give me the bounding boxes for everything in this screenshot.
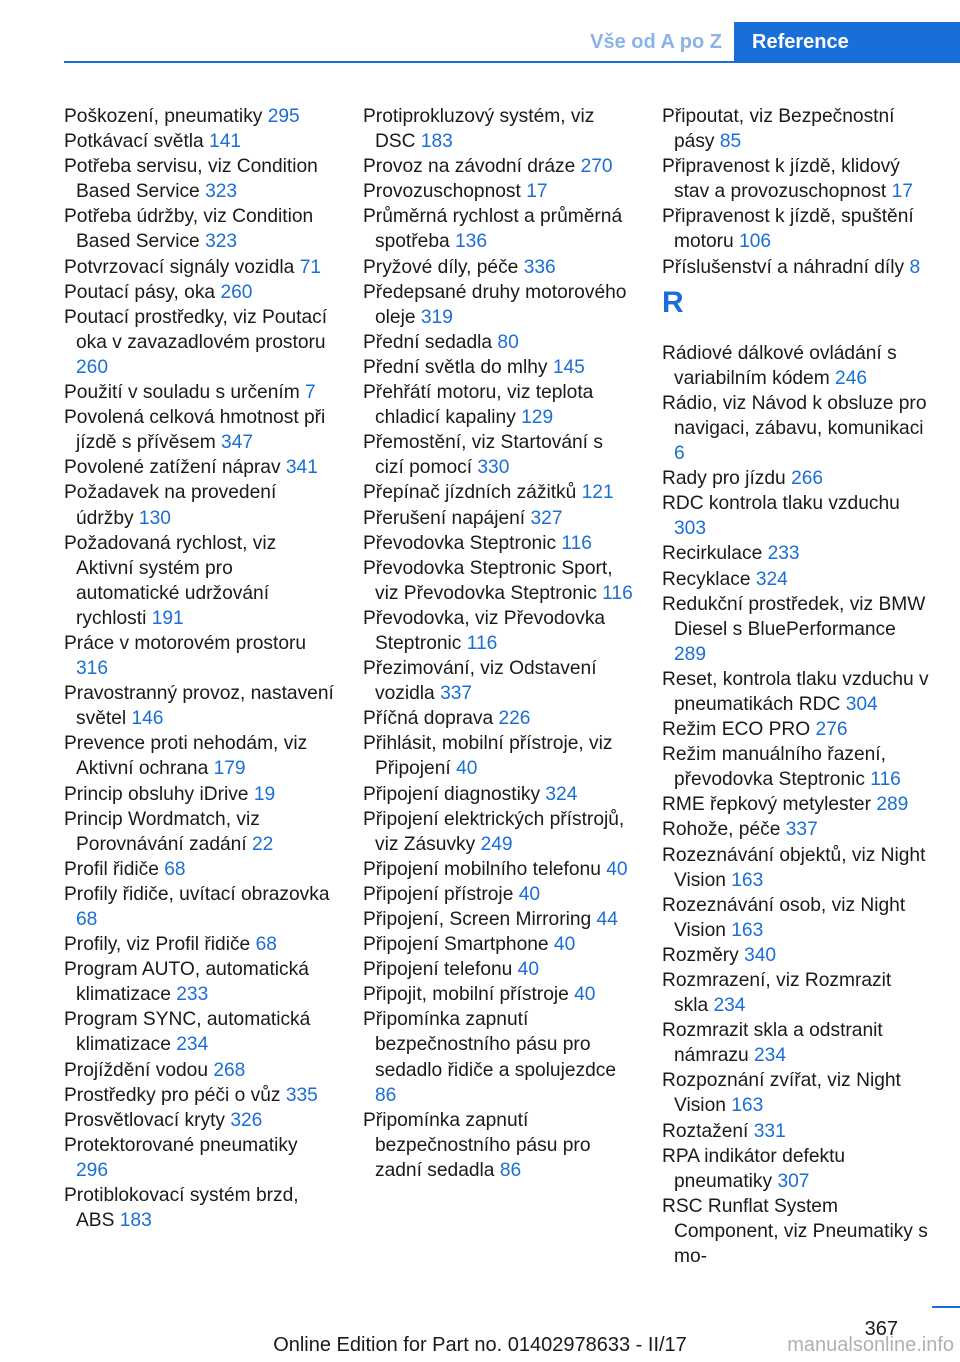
index-entry (363, 531, 633, 556)
page-link[interactable]: 68 (255, 934, 277, 956)
page-link[interactable]: 336 (523, 256, 556, 278)
index-entry-text: Program SYNC, automatická klimatizace (64, 1009, 311, 1056)
page-link[interactable]: 6 (674, 443, 685, 465)
index-entry (64, 280, 334, 305)
page-link[interactable]: 40 (574, 984, 596, 1006)
index-entry (64, 1183, 334, 1233)
index-entry (64, 455, 334, 480)
edition-footer: Online Edition for Part no. 01402978633 - II/17 (273, 1334, 687, 1356)
page-link[interactable]: 191 (151, 607, 184, 629)
page-link[interactable]: 340 (744, 944, 777, 966)
index-entry-text: Rádiové dálkové ovládání s variabilním kódem (662, 342, 897, 389)
index-entry (363, 857, 633, 882)
index-entry-text: Recyklace (662, 568, 756, 590)
page-link[interactable]: 330 (477, 457, 510, 479)
index-entry-text: Přední světla do mlhy (363, 356, 553, 378)
page-link[interactable]: 347 (221, 432, 254, 454)
index-entry (662, 1194, 930, 1269)
index-entry-text: Protiblokovací systém brzd, ABS (64, 1185, 299, 1232)
page-link[interactable]: 331 (753, 1120, 786, 1142)
index-entry (64, 531, 334, 631)
index-entry (662, 466, 930, 491)
index-entry (662, 104, 930, 154)
index-entry (363, 907, 633, 932)
page-link[interactable]: 86 (375, 1084, 397, 1106)
index-entry-text: Připojení elektrických přístrojů, viz Zásuvky (363, 808, 625, 855)
page-link[interactable]: 68 (164, 858, 186, 880)
index-entry-text: Protektorované pneumatiky (64, 1134, 298, 1156)
index-entry-text: Potvrzovací signály vozidla (64, 256, 300, 278)
section-tab-reference[interactable]: Reference (734, 22, 960, 62)
page-link[interactable]: 145 (552, 356, 585, 378)
page-link[interactable]: 68 (76, 909, 98, 930)
index-entry-text: RPA indikátor defektu pneumatiky (662, 1145, 846, 1192)
index-entry-text: Program AUTO, automatická klimatizace (64, 959, 309, 1006)
index-entry-text: Připojení mobilního telefonu (363, 858, 607, 880)
page-link[interactable]: 323 (205, 181, 238, 203)
page-link[interactable]: 80 (497, 331, 519, 353)
index-entry-text: Připravenost k jízdě, klidový stav a provozuschopnost (662, 156, 900, 203)
index-entry (363, 606, 633, 656)
page-link[interactable]: 40 (456, 758, 478, 780)
index-entry (64, 731, 334, 781)
index-entry-text: Připojení, Screen Mirroring (363, 909, 597, 930)
index-entry (662, 943, 930, 968)
index-entry-text: Přemostění, viz Startování s cizí pomocí (363, 432, 603, 479)
index-entry (363, 480, 633, 505)
index-entry-text: Přihlásit, mobilní přístroje, viz Připojení (363, 733, 613, 780)
index-entry-text: Poškození, pneumatiky (64, 106, 268, 127)
index-entry-text: Rozeznávání osob, viz Night Vision (662, 894, 906, 941)
index-entry-text: Potřeba údržby, viz Condition Based Service (64, 206, 314, 253)
index-entry (363, 179, 633, 204)
page-link[interactable]: 116 (561, 532, 592, 554)
index-entry (64, 782, 334, 807)
index-entry-text: Předepsané druhy motorového oleje (363, 281, 627, 328)
page-link[interactable]: 44 (596, 909, 618, 930)
index-entry-text: Režim ECO PRO (662, 719, 816, 741)
page-link[interactable]: 116 (870, 769, 901, 791)
index-entry (363, 380, 633, 430)
index-entry (662, 1144, 930, 1194)
index-entry-text: Profil řidiče (64, 858, 165, 880)
index-entry-text: Potkávací světla (64, 131, 210, 153)
page-link[interactable]: 116 (602, 582, 633, 604)
page-header (0, 0, 960, 62)
index-entry-text: Provoz na závodní dráze (363, 156, 581, 178)
page-link[interactable]: 266 (791, 468, 824, 490)
index-entry-text: Připojení diagnostiky (363, 783, 546, 805)
page-link[interactable]: 17 (526, 181, 548, 203)
page-link[interactable]: 249 (480, 833, 513, 855)
page-link[interactable]: 327 (530, 507, 563, 529)
index-entry (64, 631, 334, 681)
index-entry (662, 154, 930, 204)
index-entry (363, 255, 633, 280)
index-entry-text: Převodovka Steptronic Sport, viz Převodovka Steptronic (363, 557, 613, 604)
page-link[interactable]: 116 (466, 632, 498, 654)
index-entry (363, 1007, 633, 1107)
page-link[interactable]: 183 (119, 1210, 152, 1232)
index-entry (363, 706, 633, 731)
index-entry-text: Poutací prostředky, viz Poutací oka v zavazadlovém prostoru (64, 306, 328, 353)
index-entry (662, 391, 930, 466)
page-link[interactable]: 233 (767, 543, 800, 565)
page-link[interactable]: 337 (785, 819, 818, 841)
index-entry (363, 204, 633, 254)
index-entry (64, 380, 334, 405)
index-entry (662, 1119, 930, 1144)
index-entry (64, 807, 334, 857)
index-entry (64, 1083, 334, 1108)
index-entry-text: Redukční prostředek, viz BMW Diesel s BluePerformance (662, 593, 926, 640)
index-entry (662, 667, 930, 717)
index-entry (363, 104, 633, 154)
index-entry-text: Rozměry (662, 944, 745, 966)
index-entry (662, 792, 930, 817)
page-link[interactable]: 8 (909, 256, 921, 278)
index-entry-text: Připojení telefonu (363, 959, 518, 981)
watermark: manualsonline.info (787, 1334, 954, 1356)
page-link[interactable]: 319 (420, 306, 453, 328)
index-entry (662, 843, 930, 893)
index-entry (363, 280, 633, 330)
index-entry (662, 1018, 930, 1068)
index-entry (64, 480, 334, 530)
index-entry (662, 567, 930, 592)
page-link[interactable]: 17 (891, 181, 913, 203)
index-entry (64, 255, 334, 280)
header-divider (64, 61, 960, 63)
index-entry-text: Provozuschopnost (363, 181, 527, 203)
index-letter-heading: R (662, 285, 684, 319)
index-entry (662, 893, 930, 943)
page-link[interactable]: 40 (517, 959, 540, 981)
index-entry-text: Protiprokluzový systém, viz DSC (363, 106, 595, 153)
index-entry (64, 681, 334, 731)
index-entry-text: Příčná doprava (363, 708, 499, 730)
index-entry (64, 129, 334, 154)
page-link[interactable]: 130 (138, 507, 171, 529)
index-entry-text: Příslušenství a náhradní díly (662, 256, 910, 278)
index-entry-text: Prevence proti nehodám, viz Aktivní ochrana (64, 733, 308, 780)
index-entry (363, 430, 633, 480)
index-entry-text: Roztažení (662, 1120, 754, 1142)
index-entry (662, 817, 930, 842)
index-entry-text: Pravostranný provoz, nastavení světel (64, 683, 334, 730)
index-entry-text: Požadovaná rychlost, viz Aktivní systém pro automatické udržování rychlosti (64, 532, 277, 629)
index-entry (64, 857, 334, 882)
index-entry-text: Práce v motorovém prostoru (64, 632, 307, 654)
index-entry-text: Rádio, viz Návod k obsluze pro navigaci, zábavu, komunikaci (662, 392, 927, 439)
index-entry (363, 731, 633, 781)
index-entry-text: Pryžové díly, péče (363, 256, 524, 278)
page-link[interactable]: 289 (876, 794, 909, 816)
page-link[interactable]: 71 (299, 256, 322, 278)
page-link[interactable]: 129 (521, 407, 554, 429)
index-entry (64, 305, 334, 380)
index-entry-text: Princip obsluhy iDrive (64, 783, 254, 805)
page-link[interactable]: 146 (131, 708, 164, 730)
index-entry (662, 717, 930, 742)
page-link[interactable]: 335 (285, 1084, 318, 1106)
index-entry (662, 204, 930, 254)
page-link[interactable]: 86 (499, 1159, 522, 1181)
page-link[interactable]: 326 (230, 1109, 263, 1131)
index-entry (64, 104, 334, 129)
index-entry-text: Rohože, péče (662, 819, 786, 841)
index-entry-text: Připomínka zapnutí bezpečnostního pásu pro zadní sedadla (363, 1109, 591, 1181)
index-entry (662, 341, 930, 391)
index-entry (64, 154, 334, 204)
index-entry (64, 932, 334, 957)
index-entry (363, 656, 633, 706)
index-entry-text: Profily, viz Profil řidiče (64, 934, 256, 956)
index-entry (662, 968, 930, 1018)
index-entry-text: Poutací pásy, oka (64, 281, 221, 303)
index-entry-text: Povolené zatížení náprav (64, 457, 286, 479)
page-link[interactable]: 40 (606, 858, 628, 880)
index-entry-text: Povolená celková hmotnost při jízdě s přívěsem (64, 407, 326, 454)
index-entry (363, 982, 633, 1007)
page-link[interactable]: 341 (285, 457, 318, 479)
index-entry (662, 255, 930, 280)
index-entry-text: Princip Wordmatch, viz Porovnávání zadání (64, 808, 260, 855)
index-entry-text: Rozmrazení, viz Rozmrazit skla (662, 970, 892, 1017)
breadcrumb[interactable]: Vše od A po Z (590, 31, 722, 53)
page-link[interactable]: 183 (420, 131, 453, 153)
page-link[interactable]: 307 (777, 1170, 810, 1192)
page-link[interactable]: 316 (76, 658, 109, 680)
page-link[interactable]: 85 (719, 131, 742, 153)
index-column-1 (64, 104, 334, 1233)
index-entry-text: Přepínač jízdních zážitků (363, 482, 582, 504)
index-entry-text: RDC kontrola tlaku vzduchu (662, 493, 900, 515)
index-entry (64, 957, 334, 1007)
index-entry-text: Převodovka, viz Převodovka Steptronic (363, 607, 606, 654)
index-entry-text: Připojit, mobilní přístroje (363, 984, 575, 1006)
index-entry (64, 1058, 334, 1083)
index-entry-text: Přední sedadla (363, 331, 498, 353)
page-link[interactable]: 163 (731, 919, 764, 941)
index-entry (64, 882, 334, 932)
page-link[interactable]: 246 (835, 367, 868, 389)
page-link[interactable]: 106 (739, 231, 772, 253)
index-entry (363, 154, 633, 179)
index-entry-text: Připoutat, viz Bezpečnostní pásy (662, 106, 895, 153)
index-entry (363, 807, 633, 857)
index-entry (363, 1108, 633, 1183)
index-entry-text: Převodovka Steptronic (363, 532, 562, 554)
index-entry (363, 330, 633, 355)
page-link[interactable]: 19 (253, 783, 276, 805)
index-entry (363, 882, 633, 907)
page-link[interactable]: 233 (176, 984, 209, 1006)
index-entry-text: Připomínka zapnutí bezpečnostního pásu pro sedadlo řidiče a spolujezdce (363, 1009, 617, 1081)
page-link[interactable]: 234 (713, 995, 746, 1017)
index-entry-text: Projíždění vodou (64, 1059, 214, 1081)
page-link[interactable]: 40 (553, 934, 576, 956)
index-entry (363, 556, 633, 606)
index-entry-text: Připojení přístroje (363, 883, 519, 905)
page-link[interactable]: 323 (205, 231, 238, 253)
index-entry (662, 491, 930, 541)
index-entry (662, 592, 930, 667)
page-link[interactable]: 303 (674, 518, 707, 540)
page-link[interactable]: 296 (76, 1159, 109, 1181)
index-entry-text: Přehřátí motoru, viz teplota chladicí kapaliny (363, 382, 594, 429)
index-entry (363, 506, 633, 531)
index-entry-text: Přezimování, viz Odstavení vozidla (363, 658, 597, 705)
index-entry-text: Požadavek na provedení údržby (64, 482, 277, 529)
index-entry-text: Připravenost k jízdě, spuštění motoru (662, 206, 914, 253)
page-link[interactable]: 7 (305, 382, 316, 404)
index-entry (363, 355, 633, 380)
index-entry-text: Režim manuálního řazení, převodovka Steptronic (662, 744, 886, 791)
index-entry (64, 1133, 334, 1183)
page-link[interactable]: 234 (753, 1045, 786, 1067)
index-entry-text: Rozmrazit skla a odstranit námrazu (662, 1020, 883, 1067)
page-link[interactable]: 179 (213, 758, 246, 780)
index-entry-text: Recirkulace (662, 543, 768, 565)
index-column-2 (363, 104, 633, 1183)
page-link[interactable]: 141 (209, 131, 242, 153)
page-link[interactable]: 163 (731, 869, 764, 891)
index-entry (64, 405, 334, 455)
page-link[interactable]: 270 (580, 156, 613, 178)
page-link[interactable]: 234 (176, 1034, 209, 1056)
index-entry-text: Připojení Smartphone (363, 934, 554, 956)
index-entry-text: Profily řidiče, uvítací obrazovka (64, 883, 330, 905)
page-link[interactable]: 121 (581, 482, 614, 504)
index-entry (662, 541, 930, 566)
index-entry-text: Průměrná rychlost a průměrná spotřeba (363, 206, 623, 253)
index-entry-text: Potřeba servisu, viz Condition Based Service (64, 156, 318, 203)
page-link[interactable]: 324 (545, 783, 578, 805)
page-link[interactable]: 226 (498, 708, 531, 730)
page-number: 367 (864, 1318, 898, 1340)
page-link[interactable]: 22 (252, 833, 274, 855)
index-entry-text: Použití v souladu s určením (64, 382, 306, 404)
index-entry (64, 1108, 334, 1133)
page-link[interactable]: 40 (518, 883, 541, 905)
index-entry-text: RME řepkový metylester (662, 794, 877, 816)
page-link[interactable]: 268 (213, 1059, 246, 1081)
index-entry (363, 957, 633, 982)
index-entry-text: RSC Runflat System Component, viz Pneumatiky s mo- (662, 1195, 928, 1268)
index-entry (363, 932, 633, 957)
page-link[interactable]: 260 (220, 281, 253, 303)
index-entry (64, 1007, 334, 1057)
page-link[interactable]: 163 (731, 1095, 764, 1117)
page-link[interactable]: 337 (440, 683, 473, 705)
page-link[interactable]: 136 (455, 231, 488, 253)
index-column-3 (662, 104, 930, 1269)
index-entry-text: Rady pro jízdu (662, 468, 792, 490)
page-link[interactable]: 295 (267, 106, 300, 127)
page-link[interactable]: 260 (76, 356, 109, 378)
index-entry-text: Reset, kontrola tlaku vzduchu v pneumatikách RDC (662, 668, 929, 715)
index-entry-text: Prosvětlovací kryty (64, 1109, 231, 1131)
index-entry-text: Přerušení napájení (363, 507, 531, 529)
page-link[interactable]: 304 (845, 693, 878, 715)
index-entry (662, 1068, 930, 1118)
index-entry-text: Rozeznávání objektů, viz Night Vision (662, 844, 926, 891)
index-entry-text: Prostředky pro péči o vůz (64, 1084, 286, 1106)
index-entry-text: Rozpoznání zvířat, viz Night Vision (662, 1070, 901, 1117)
index-entry (64, 204, 334, 254)
index-entry (662, 742, 930, 792)
index-entry (363, 782, 633, 807)
page-link[interactable]: 289 (674, 643, 707, 665)
page-link[interactable]: 324 (755, 568, 788, 590)
page-number-divider (932, 1306, 960, 1308)
page-link[interactable]: 276 (815, 719, 848, 741)
